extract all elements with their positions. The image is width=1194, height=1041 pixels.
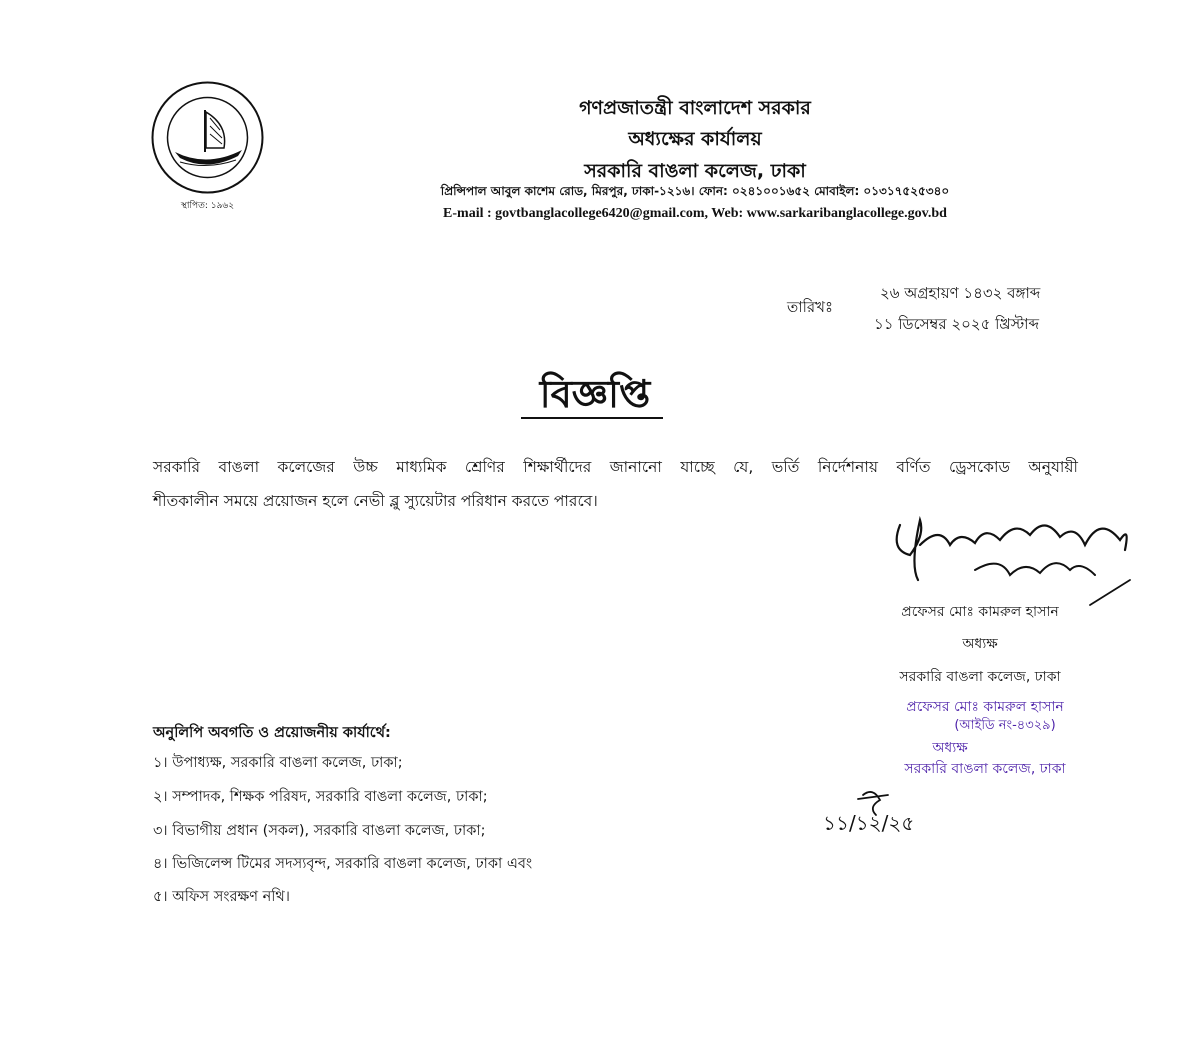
college-address: প্রিন্সিপাল আবুল কাশেম রোড, মিরপুর, ঢাকা-১২১৬। ফোন: ০২৪১০০১৬৫২ মোবাইল: ০১৩১৭৫২৫৩৪০ <box>440 184 950 198</box>
email-web-line: E-mail : govtbanglacollege6420@gmail.com, Web: www.sarkaribanglacollege.gov.bd <box>443 206 947 221</box>
date-label: তারিখঃ <box>787 298 833 316</box>
notice-body-line-1: সরকারি বাঙলা কলেজের উচ্চ মাধ্যমিক শ্রেণির শিক্ষার্থীদের জানানো যাচ্ছে যে, ভর্তি নির্দেশনায় বর্ণিত ড্রেসকোড অনুযায়ী <box>153 458 1078 476</box>
stamp-role: অধ্যক্ষ <box>932 740 968 756</box>
title-underline <box>521 417 663 419</box>
copy-list-item: ৩। বিভাগীয় প্রধান (সকল), সরকারি বাঙলা কলেজ, ঢাকা; <box>153 823 486 839</box>
govt-name: গণপ্রজাতন্ত্রী বাংলাদেশ সরকার <box>579 97 811 119</box>
handwritten-signature <box>880 505 1160 615</box>
college-name: সরকারি বাঙলা কলেজ, ঢাকা <box>584 160 806 182</box>
initials-date: ১১/১২/২৫ <box>823 811 915 835</box>
signatory-name: প্রফেসর মোঃ কামরুল হাসান <box>901 604 1059 620</box>
copy-list-item: ৫। অফিস সংরক্ষণ নথি। <box>153 889 290 905</box>
date-gregorian: ১১ ডিসেম্বর ২০২৫ খ্রিস্টাব্দ <box>874 315 1040 333</box>
stamp-id: (আইডি নং-৪৩২৯) <box>954 718 1056 733</box>
college-seal-logo <box>150 80 265 195</box>
handwritten-initials <box>818 785 953 840</box>
copy-list-item: ১। উপাধ্যক্ষ, সরকারি বাঙলা কলেজ, ঢাকা; <box>153 755 403 771</box>
notice-body-line-2: শীতকালীন সময়ে প্রয়োজন হলে নেভী ব্লু স্যুয়েটার পরিধান করতে পারবে। <box>153 492 598 510</box>
signatory-org: সরকারি বাঙলা কলেজ, ঢাকা <box>899 669 1061 685</box>
seal-caption: স্থাপিত: ১৯৬২ <box>180 201 235 211</box>
stamp-org: সরকারি বাঙলা কলেজ, ঢাকা <box>904 761 1066 777</box>
date-bangla: ২৬ অগ্রহায়ণ ১৪৩২ বঙ্গাব্দ <box>880 284 1041 302</box>
notice-title: বিজ্ঞপ্তি <box>539 372 651 416</box>
signatory-role: অধ্যক্ষ <box>962 636 998 652</box>
stamp-name: প্রফেসর মোঃ কামরুল হাসান <box>906 699 1064 715</box>
copy-list-item: ২। সম্পাদক, শিক্ষক পরিষদ, সরকারি বাঙলা কলেজ, ঢাকা; <box>153 789 488 805</box>
office-name: অধ্যক্ষের কার্যালয় <box>628 128 762 150</box>
copy-list-heading: অনুলিপি অবগতি ও প্রয়োজনীয় কার্যার্থে: <box>153 725 391 741</box>
copy-list-item: ৪। ভিজিলেন্স টিমের সদস্যবৃন্দ, সরকারি বাঙলা কলেজ, ঢাকা এবং <box>153 856 533 872</box>
